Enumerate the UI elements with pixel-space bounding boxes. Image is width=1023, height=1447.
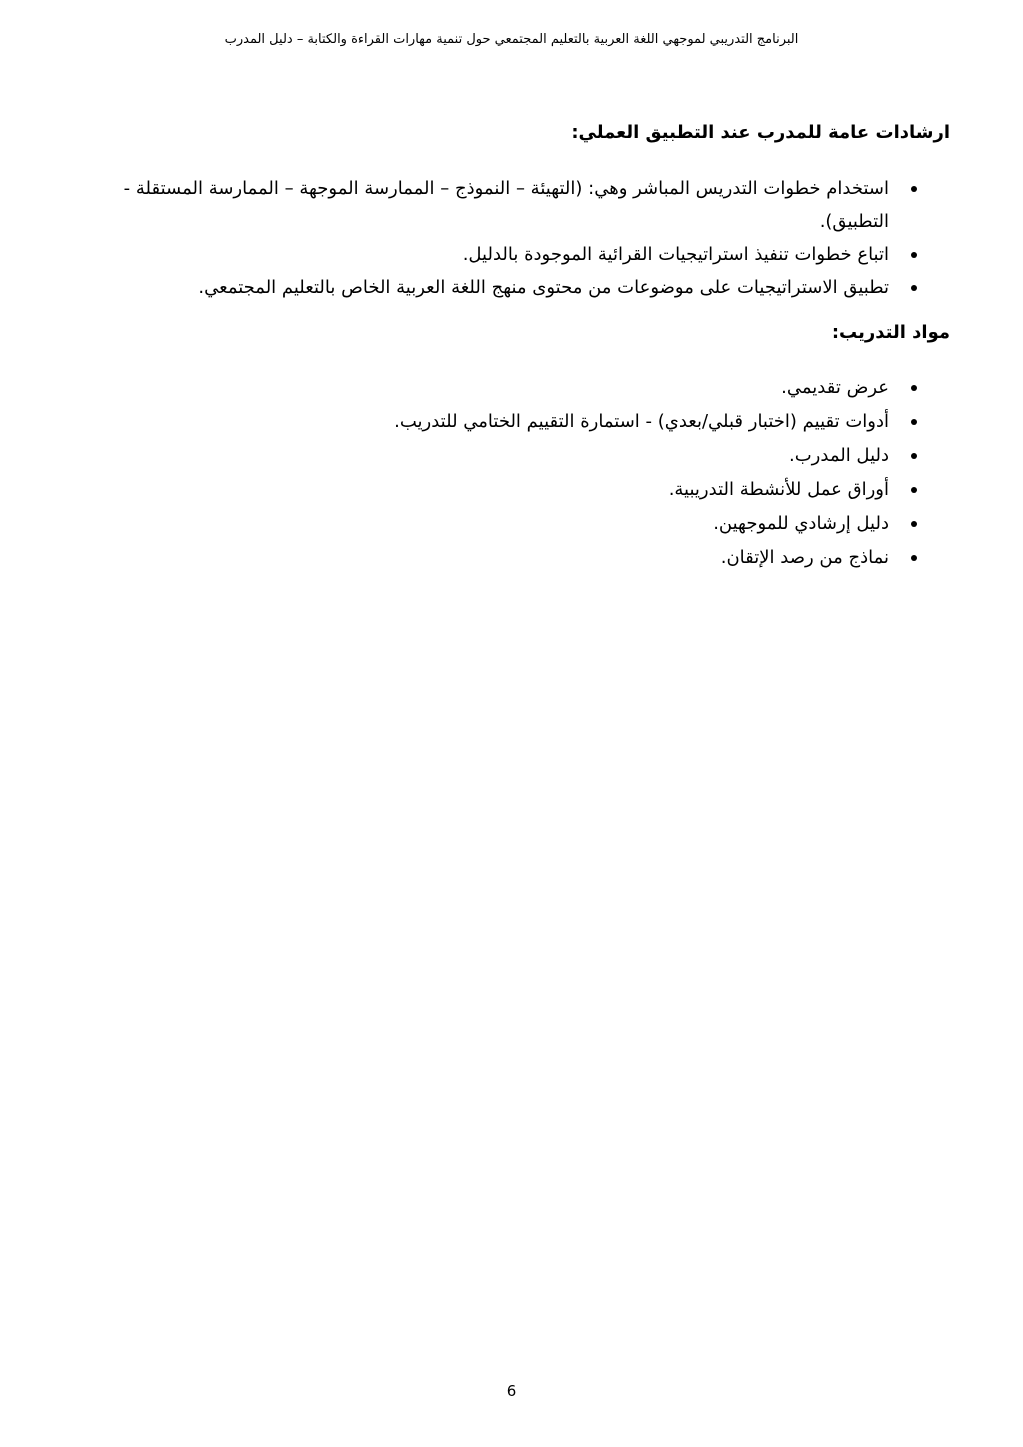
guidelines-heading: ارشادات عامة للمدرب عند التطبيق العملي:	[571, 122, 950, 143]
guidelines-list	[60, 172, 917, 304]
list-item-text: أوراق عمل للأنشطة التدريبية.	[668, 479, 889, 500]
list-item-text: دليل المدرب.	[789, 445, 889, 466]
list-item-text: تطبيق الاستراتيجيات على موضوعات من محتوى منهج اللغة العربية الخاص بالتعليم المجتمعي.	[198, 277, 889, 298]
list-item	[60, 473, 917, 507]
list-item	[60, 271, 917, 304]
list-item	[60, 439, 917, 473]
list-item	[60, 405, 917, 439]
list-item-text: استخدام خطوات التدريس المباشر وهي: (التهيئة – النموذج – الممارسة الموجهة – الممارسة المستقلة - التطبيق).	[123, 178, 889, 232]
list-item	[60, 507, 917, 541]
list-item	[60, 172, 917, 238]
list-item-text: أدوات تقييم (اختبار قبلي/بعدي) - استمارة التقييم الختامي للتدريب.	[394, 411, 889, 432]
running-header: البرنامج التدريبي لموجهي اللغة العربية بالتعليم المجتمعي حول تنمية مهارات القراءة والكتابة – دليل المدرب	[224, 32, 799, 47]
bullet-icon	[911, 252, 917, 258]
bullet-icon	[911, 487, 917, 493]
bullet-icon	[911, 453, 917, 459]
list-item-text: عرض تقديمي.	[781, 377, 889, 398]
list-item	[60, 541, 917, 575]
bullet-icon	[911, 186, 917, 192]
bullet-icon	[911, 419, 917, 425]
bullet-icon	[911, 555, 917, 561]
bullet-icon	[911, 285, 917, 291]
materials-list	[60, 371, 917, 575]
list-item	[60, 371, 917, 405]
list-item-text: نماذج من رصد الإتقان.	[720, 547, 889, 568]
page-number: 6	[506, 1382, 517, 1400]
bullet-icon	[911, 521, 917, 527]
list-item-text: اتباع خطوات تنفيذ استراتيجيات القرائية الموجودة بالدليل.	[462, 244, 889, 265]
materials-heading: مواد التدريب:	[831, 322, 950, 343]
list-item-text: دليل إرشادي للموجهين.	[713, 513, 889, 534]
bullet-icon	[911, 385, 917, 391]
list-item	[60, 238, 917, 271]
